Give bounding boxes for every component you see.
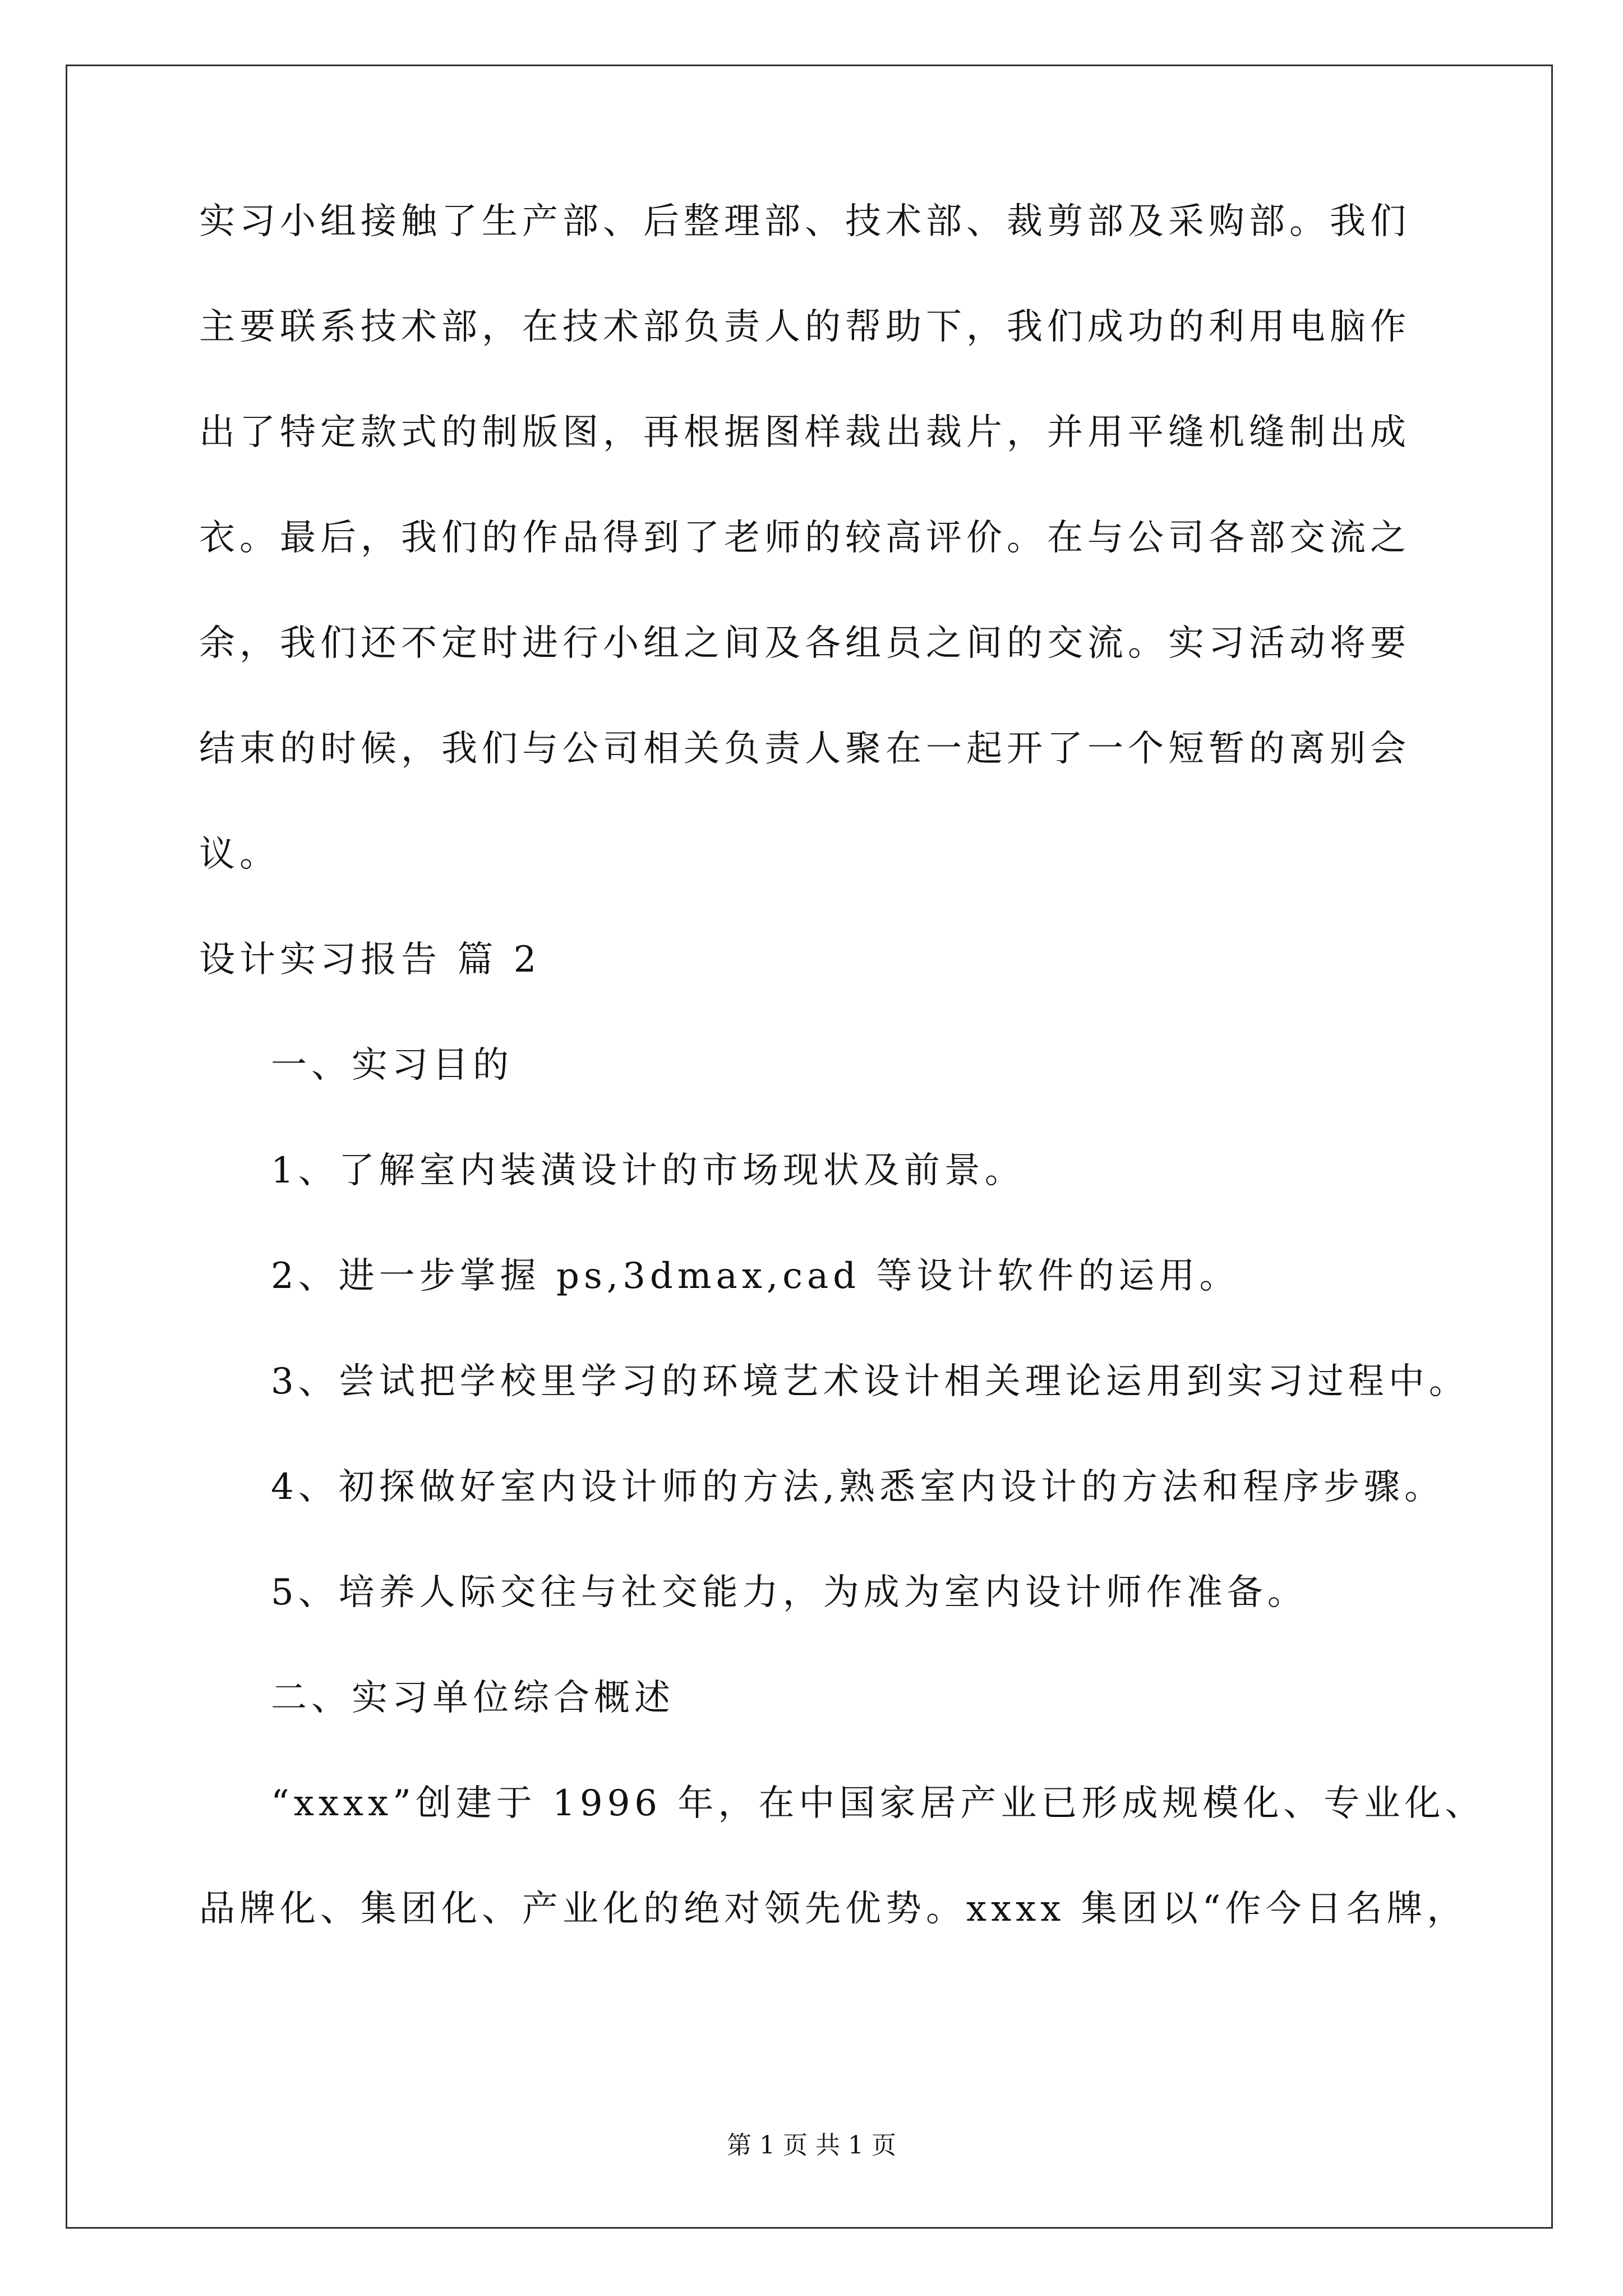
overview-line: 品牌化、集团化、产业化的绝对领先优势。xxxx 集团以“作今日名牌，: [199, 1888, 1468, 1930]
objective-item: 5、培养人际交往与社交能力，为成为室内设计师作准备。: [271, 1572, 1308, 1613]
paragraph-line: 衣。最后，我们的作品得到了老师的较高评价。在与公司各部交流之: [199, 517, 1410, 559]
objective-item: 1、了解室内装潢设计的市场现状及前景。: [271, 1150, 1025, 1191]
paragraph-line: 主要联系技术部，在技术部负责人的帮助下，我们成功的利用电脑作: [199, 306, 1410, 348]
paragraph-line: 结束的时候，我们与公司相关负责人聚在一起开了一个短暂的离别会: [199, 728, 1410, 770]
paragraph-line: 出了特定款式的制版图，再根据图样裁出裁片，并用平缝机缝制出成: [199, 412, 1410, 453]
objective-item: 4、初探做好室内设计师的方法,熟悉室内设计的方法和程序步骤。: [271, 1466, 1445, 1508]
objective-item: 3、尝试把学校里学习的环境艺术设计相关理论运用到实习过程中。: [271, 1361, 1469, 1402]
heading-overview: 二、实习单位综合概述: [271, 1677, 675, 1719]
section-title: 设计实习报告 篇 2: [199, 939, 541, 981]
heading-objectives: 一、实习目的: [271, 1045, 513, 1086]
page-footer: 第 1 页 共 1 页: [727, 2131, 896, 2160]
paragraph-line: 实习小组接触了生产部、后整理部、技术部、裁剪部及采购部。我们: [199, 201, 1410, 242]
overview-line: “xxxx”创建于 1996 年，在中国家居产业已形成规模化、专业化、: [271, 1783, 1486, 1824]
objective-item: 2、进一步掌握 ps,3dmax,cad 等设计软件的运用。: [271, 1255, 1240, 1297]
paragraph-line: 议。: [199, 834, 280, 875]
paragraph-line: 余，我们还不定时进行小组之间及各组员之间的交流。实习活动将要: [199, 623, 1410, 664]
